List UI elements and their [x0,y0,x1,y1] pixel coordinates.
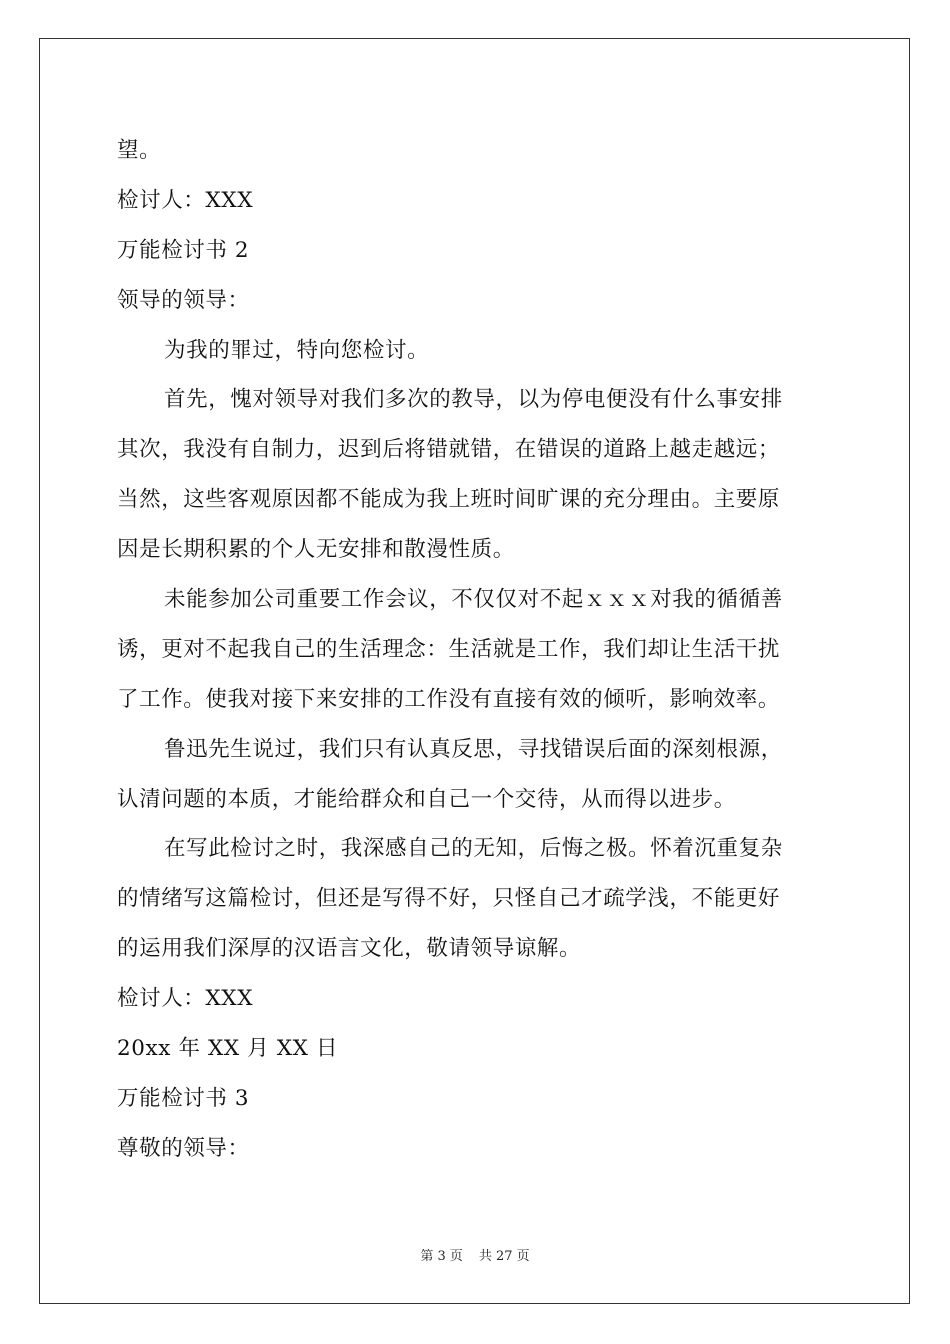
paragraph-line: 鲁迅先生说过，我们只有认真反思，寻找错误后面的深刻根源， [164,736,783,762]
paragraph-line: 了工作。使我对接下来安排的工作没有直接有效的倾听，影响效率。 [117,686,781,712]
paragraph-line: 在写此检讨之时，我深感自己的无知，后悔之极。怀着沉重复杂 [164,836,783,862]
salutation: 领导的领导： [117,287,250,313]
salutation: 尊敬的领导： [117,1135,250,1161]
page-number: 第 3 页 [420,1249,463,1264]
section-title: 万能检讨书 2 [117,237,250,263]
page-footer [0,1245,950,1264]
section-title: 万能检讨书 3 [117,1085,250,1111]
paragraph-line: 因是长期积累的个人无安排和散漫性质。 [117,537,515,563]
signature-date: 20xx 年 XX 月 XX 日 [117,1036,339,1062]
reviewer-signature: 检讨人：XXX [117,187,254,213]
paragraph-line: 当然，这些客观原因都不能成为我上班时间旷课的充分理由。主要原 [117,487,781,513]
paragraph-line: 未能参加公司重要工作会议，不仅仅对不起ｘｘｘ对我的循循善 [164,587,783,613]
paragraph-line: 认清问题的本质，才能给群众和自己一个交待，从而得以进步。 [117,786,736,812]
text-line: 望。 [117,138,162,163]
reviewer-signature: 检讨人：XXX [117,986,254,1012]
paragraph-line: 的情绪写这篇检讨，但还是写得不好，只怪自己才疏学浅，不能更好 [117,886,781,912]
page-total: 共 27 页 [478,1249,530,1264]
document-body [117,126,837,1174]
paragraph-line: 诱，更对不起我自己的生活理念：生活就是工作，我们却让生活干扰 [117,636,781,662]
paragraph-line: 的运用我们深厚的汉语言文化，敬请领导谅解。 [117,936,582,962]
paragraph-line: 首先，愧对领导对我们多次的教导，以为停电便没有什么事安排 [164,387,783,413]
paragraph-line: 为我的罪过，特向您检讨。 [164,337,430,363]
paragraph-line: 其次，我没有自制力，迟到后将错就错，在错误的道路上越走越远； [117,437,781,463]
